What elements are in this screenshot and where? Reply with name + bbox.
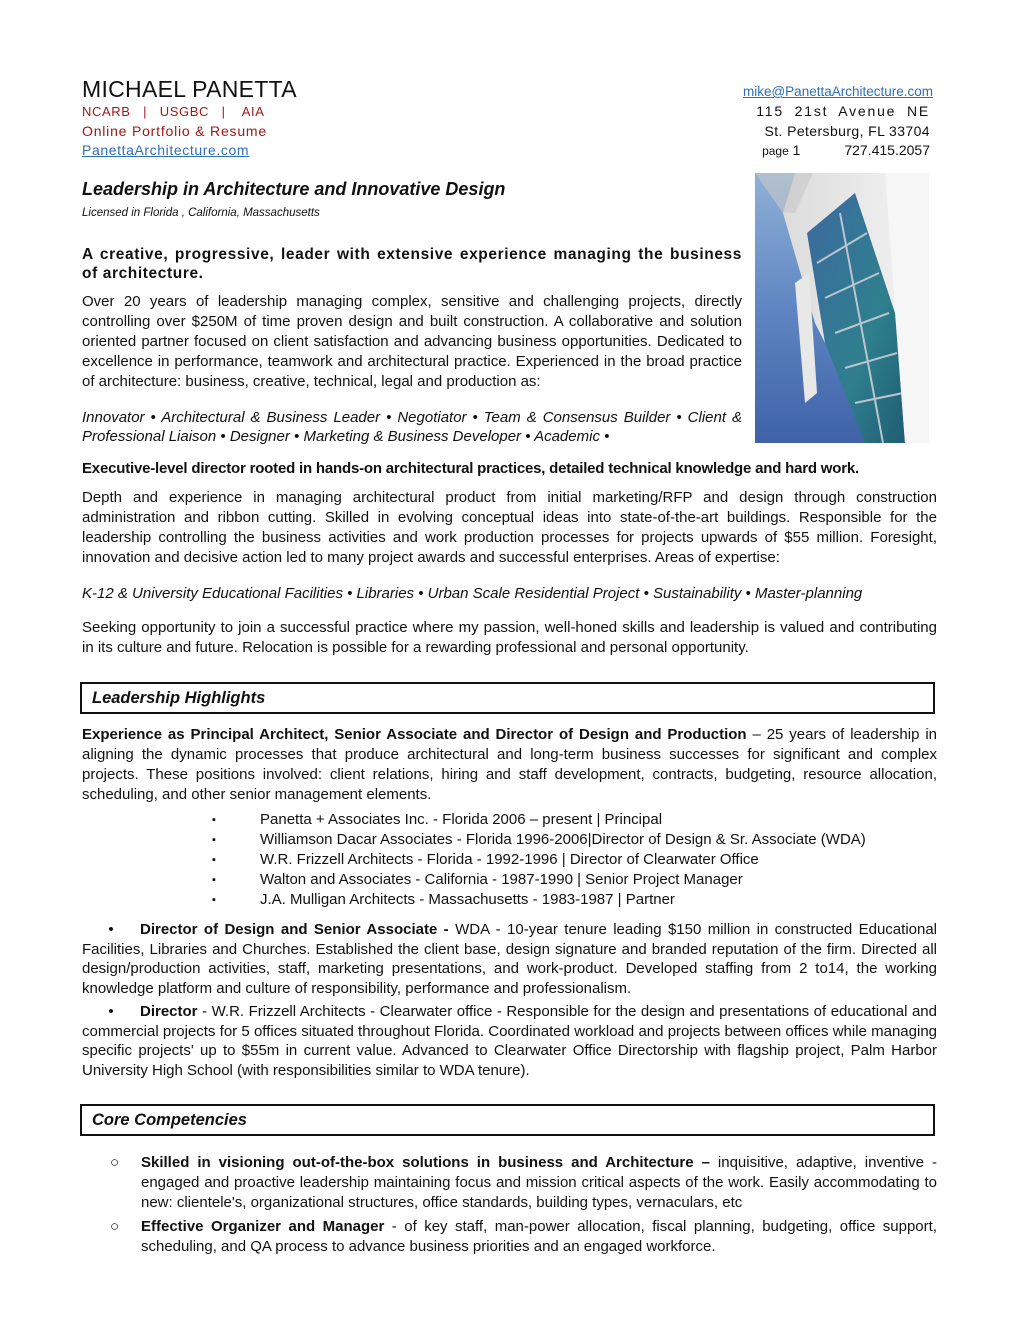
tagline: Leadership in Architecture and Innovative Design: [82, 179, 506, 199]
summary-paragraph-3: Seeking opportunity to join a successful practice where my passion, well-honed skills and leadership is valued and contributing in its culture and future. Relocation is possible for a rewarding professional and personal opportunity.: [82, 619, 937, 656]
summary-paragraph-1: Over 20 years of leadership managing complex, sensitive and challenging projects, directly controlling over $250M of time proven design and built construction. A collaborative and solution oriented partner focused on client satisfaction and advancing business opportunities. Dedicated to excellence in performance, teamwork and architectural practice. Experienced in the broad practice of architecture: business, creative, technical, legal and production as:: [82, 293, 742, 390]
circle-bullet-icon: ○: [110, 1154, 120, 1171]
summary-paragraph-2: Depth and experience in managing architectural product from initial marketing/RFP and design through construction administration and ribbon cutting. Skilled in evolving conceptual ideas into state-of-the-art buildings. Responsible for the leadership controlling the business activities and work production processes for projects upwards of $55 million. Foresight, innovation and decisive action led to many project awards and successful enterprises. Areas of expertise:: [82, 489, 937, 566]
executive-statement: Executive-level director rooted in hands-on architectural practices, detailed technical knowledge and hard work.: [82, 460, 859, 477]
job-item: ▪ Williamson Dacar Associates - Florida 1996-2006|Director of Design & Sr. Associate (WDA): [212, 830, 866, 850]
bullet-icon: •: [108, 1003, 114, 1020]
website-link[interactable]: PanettaArchitecture.com: [82, 142, 250, 158]
phone-number: 727.415.2057: [844, 142, 930, 158]
leader-statement: A creative, progressive, leader with extensive experience managing the business of architecture.: [82, 246, 742, 282]
job-item: ▪ J.A. Mulligan Architects - Massachusetts - 1983-1987 | Partner: [212, 890, 866, 910]
page-number: 1: [792, 142, 801, 158]
address-line-1: 115 21st Avenue NE: [756, 103, 930, 119]
job-item: ▪ Walton and Associates - California - 1987-1990 | Senior Project Manager: [212, 870, 866, 890]
competency-text: - of key staff, man-power allocation, fiscal planning, budgeting, office support, scheduling, and QA process to advance business priorities and an engaged workforce.: [141, 1218, 937, 1255]
competency-text: inquisitive, adaptive, inventive - engaged and proactive leadership maintaining focus and mission critical aspects of the work. Easily accommodating to new: clientele's, organizational structures, office standards, building types, vernaculars, etc: [141, 1154, 937, 1211]
licensed-states: Licensed in Florida , California, Massachusetts: [82, 207, 320, 219]
roles-list: Innovator • Architectural & Business Leader • Negotiator • Team & Consensus Builder • Client & Professional Liaison • Designer • Marketing & Business Developer • Academic •: [82, 409, 742, 445]
competencies-section-header: [80, 1104, 935, 1136]
experience-paragraph: [82, 725, 937, 805]
leadership-heading: Leadership Highlights: [92, 689, 266, 707]
director-design-text: WDA - 10-year tenure leading $150 million in constructed Educational Facilities, Libraries and Churches. Established the client base, design signature and branded reputation of the firm. Directed all design/production activities, staff, marketing presentations, and work-product. Developed staffing from 2 to14, the working knowledge platform and culture of responsibility, performance and professionalism.: [82, 921, 938, 997]
director-paragraph: [82, 1002, 937, 1080]
competency-item: [112, 1153, 937, 1213]
email-link[interactable]: mike@PanettaArchitecture.com: [742, 84, 933, 99]
director-design-title: Director of Design and Senior Associate -: [140, 921, 449, 938]
competency-item: [112, 1217, 937, 1257]
director-title: Director: [140, 1003, 198, 1020]
job-item: ▪ W.R. Frizzell Architects - Florida - 1992-1996 | Director of Clearwater Office: [212, 850, 866, 870]
job-item: ▪ Panetta + Associates Inc. - Florida 2006 – present | Principal: [212, 810, 866, 830]
building-photo: [755, 173, 929, 443]
page-label: page: [762, 144, 789, 158]
competency-title: Skilled in visioning out-of-the-box solutions in business and Architecture –: [141, 1154, 710, 1171]
competencies-heading: Core Competencies: [92, 1111, 247, 1129]
circle-bullet-icon: ○: [110, 1218, 120, 1235]
candidate-name: MICHAEL PANETTA: [82, 76, 297, 102]
director-design-paragraph: [82, 920, 937, 998]
expertise-list: K-12 & University Educational Facilities • Libraries • Urban Scale Residential Project • Sustainability • Master-planning: [82, 585, 863, 602]
job-list: [212, 810, 866, 910]
portfolio-label: Online Portfolio & Resume: [82, 123, 267, 139]
director-text: - W.R. Frizzell Architects - Clearwater office - Responsible for the design and presentations of educational and commercial projects for 5 offices situated throughout Florida. Coordinated workload and projects between offices while managing specific projects' up to $55m in current value. Advanced to Clearwater Office Directorship with flagship project, Palm Harbor University High School (with responsibilities similar to WDA tenure).: [82, 1003, 937, 1079]
experience-text: – 25 years of leadership in aligning the dynamic processes that produce architectural and long-term business successes for significant and complex projects. These positions involved: client relations, hiring and staff development, contracts, budgeting, resource allocation, scheduling, and other senior management elements.: [82, 726, 937, 803]
credentials: NCARB | USGBC | AIA: [82, 104, 265, 119]
bullet-icon: •: [108, 921, 114, 938]
page-and-phone: [762, 142, 930, 158]
leadership-section-header: [80, 682, 935, 714]
experience-title: Experience as Principal Architect, Senior Associate and Director of Design and Production: [82, 726, 747, 743]
competency-title: Effective Organizer and Manager: [141, 1218, 385, 1235]
address-line-2: St. Petersburg, FL 33704: [764, 123, 930, 139]
